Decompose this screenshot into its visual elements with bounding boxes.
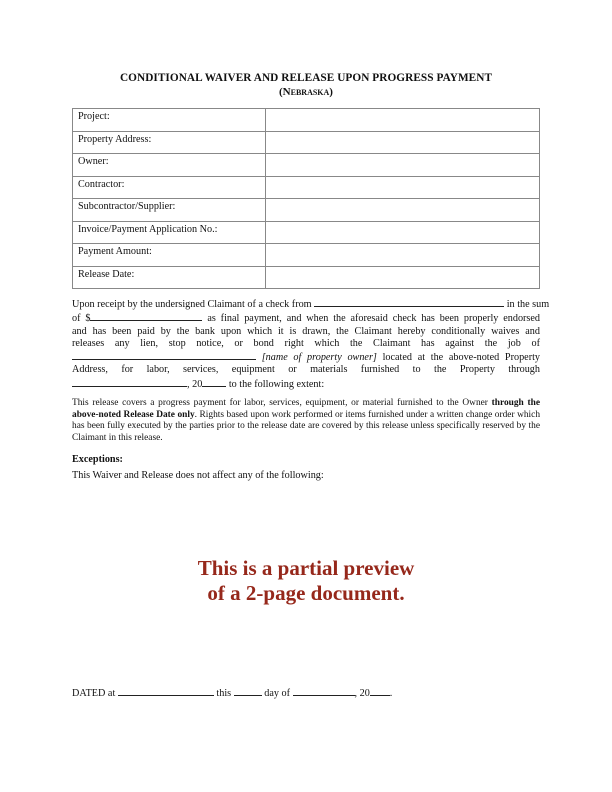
- text-segment: DATED at: [72, 688, 116, 699]
- text-segment: , 20: [354, 688, 370, 699]
- row-label: Subcontractor/Supplier:: [73, 199, 266, 222]
- dated-place-blank[interactable]: [118, 686, 214, 696]
- preview-notice-line: This is a partial preview: [197, 556, 415, 580]
- preview-notice-line: of a 2-page document.: [207, 581, 405, 605]
- document-subtitle: (Nebraska): [279, 86, 333, 98]
- text-segment: [name of property owner]: [261, 352, 377, 364]
- text-segment: as final payment, and when the aforesaid check has been properly endorsed: [207, 313, 541, 325]
- row-label: Payment Amount:: [73, 244, 266, 267]
- paragraph-line: and has been paid by the bank upon which it is drawn, the Claimant hereby conditionally waives and: [72, 325, 540, 337]
- text-segment: This release covers a progress payment for labor, services, equipment, or material furnished to the Owner: [72, 398, 492, 408]
- dated-day-blank[interactable]: [234, 686, 262, 696]
- preview-notice: [0, 556, 612, 606]
- property-owner-blank[interactable]: [72, 350, 256, 360]
- table-row: [73, 199, 540, 222]
- row-label: Property Address:: [73, 131, 266, 154]
- table-row: [73, 266, 540, 289]
- text-segment: Upon receipt by the undersigned Claimant of a check from: [72, 299, 312, 310]
- through-date-blank[interactable]: [72, 377, 187, 387]
- row-value-field[interactable]: [266, 154, 540, 177]
- paragraph-line: [72, 311, 540, 325]
- table-row: [73, 109, 540, 132]
- text-segment: , 20: [187, 378, 203, 390]
- table-row: [73, 154, 540, 177]
- row-label: Invoice/Payment Application No.:: [73, 221, 266, 244]
- exceptions-heading: Exceptions:: [72, 454, 123, 465]
- text-segment: located at the above-noted Property: [382, 352, 541, 364]
- table-row: [73, 244, 540, 267]
- check-from-blank[interactable]: [314, 297, 504, 307]
- table-row: [73, 131, 540, 154]
- paragraph-line: [72, 350, 540, 364]
- row-label: Contractor:: [73, 176, 266, 199]
- row-label: Project:: [73, 109, 266, 132]
- row-value-field[interactable]: [266, 266, 540, 289]
- row-value-field[interactable]: [266, 221, 540, 244]
- text-segment: this: [216, 688, 232, 699]
- row-value-field[interactable]: [266, 244, 540, 267]
- text-segment: .: [389, 688, 393, 699]
- coverage-paragraph: [72, 398, 540, 445]
- release-paragraph: [72, 297, 550, 391]
- row-value-field[interactable]: [266, 176, 540, 199]
- row-value-field[interactable]: [266, 199, 540, 222]
- dated-year-blank[interactable]: [370, 686, 390, 696]
- row-value-field[interactable]: [266, 131, 540, 154]
- bold-text-segment: through the above-noted Release Date only: [72, 398, 540, 420]
- table-row: [73, 221, 540, 244]
- exceptions-text: This Waiver and Release does not affect any of the following:: [72, 470, 324, 481]
- text-segment: in the sum: [506, 299, 550, 310]
- table-row: [73, 176, 540, 199]
- row-label: Release Date:: [73, 266, 266, 289]
- text-segment: . Rights based upon work performed or items furnished under a written change order which has been fully executed by the parties prior to the release date are covered by this release unless specifically reserved by the Claimant in this release.: [72, 409, 541, 444]
- paragraph-line: [72, 377, 540, 391]
- row-label: Owner:: [73, 154, 266, 177]
- text-segment: day of: [264, 688, 290, 699]
- amount-blank[interactable]: [90, 311, 202, 321]
- paragraph-line: releases any lien, stop notice, or bond right which the Claimant has against the job of: [72, 337, 540, 349]
- document-title: CONDITIONAL WAIVER AND RELEASE UPON PROGRESS PAYMENT: [119, 72, 493, 84]
- paragraph-line: [72, 297, 550, 311]
- paragraph-line: Address, for labor, services, equipment or materials furnished to the Property through: [72, 364, 540, 376]
- text-segment: to the following extent:: [228, 378, 325, 390]
- info-table: [72, 108, 540, 289]
- row-value-field[interactable]: [266, 109, 540, 132]
- dated-month-blank[interactable]: [293, 686, 355, 696]
- year-blank[interactable]: [202, 377, 226, 387]
- text-segment: of $: [72, 313, 91, 325]
- dated-line: [72, 686, 392, 699]
